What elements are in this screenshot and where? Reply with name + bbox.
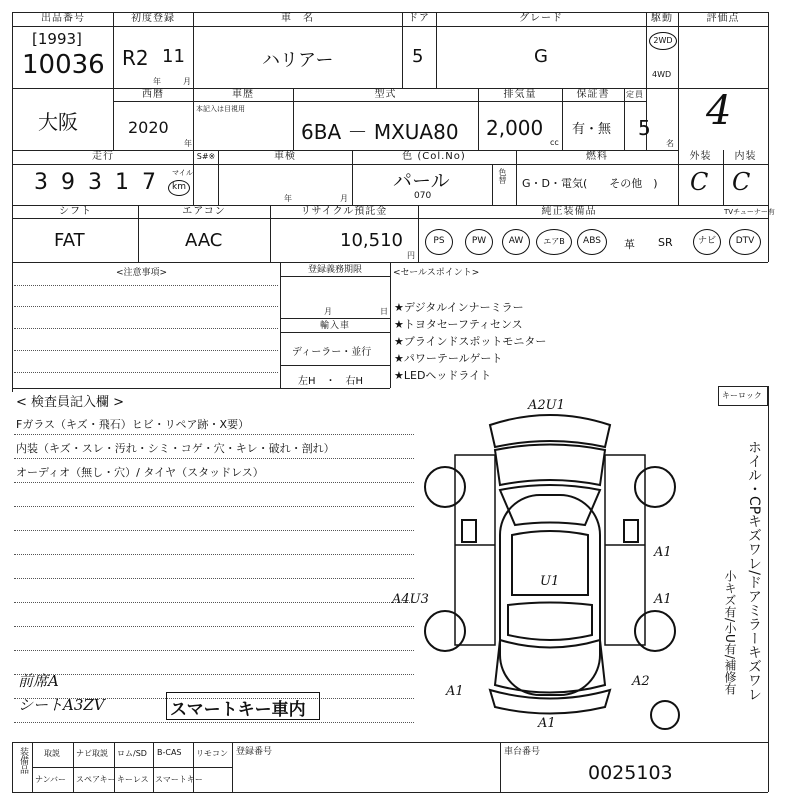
rule [768,12,769,262]
mark-bottom-right: A2 [632,674,650,689]
dotted-line [14,482,414,483]
mark-bottom-left: A1 [446,684,464,699]
mileage: 39317 [34,170,169,195]
history-sub: 本記入は目視用 [196,105,245,113]
option-abs: ABS [577,229,607,255]
first-reg-month: 11 [162,46,185,67]
inspection-title: < 検査員記入欄 > [16,395,125,410]
option-navi: ナビ [693,229,721,255]
dotted-line [14,434,414,435]
rule [768,386,769,742]
accessory-item: スペアキー [76,775,116,784]
key-lock-label: キーロック [722,391,762,400]
dotted-line [14,372,278,373]
fuel-label: 燃料 [586,151,608,162]
reg-deadline-label: 登録義務期限 [307,265,362,275]
region: 大阪 [38,110,78,134]
score-label: 評価点 [706,13,740,24]
accessories-label: 装備品 [18,747,28,774]
inspection-label: 車検 [274,151,296,162]
interior: C [732,168,751,196]
interior-label: 内装 [734,151,757,162]
hand-note: 前席A [18,672,59,690]
capacity-label: 定員 [626,90,644,99]
rule [12,218,768,219]
dotted-line [14,578,414,579]
rule [280,318,390,319]
reg-month: 月 [324,307,332,316]
side-note: 小キズ有/小U有/補修有 [723,570,737,695]
inspection-line: Fガラス（キズ・飛石）ヒビ・リペア跡・X要） [16,418,250,431]
caution-label: <注意事項> [116,268,168,278]
model-code: 6BA － MXUA80 [301,120,459,144]
reg-no-label: 登録番号 [236,747,273,757]
rule [492,164,493,205]
mirror-right [624,520,638,542]
rule [153,742,154,792]
dotted-line [14,554,414,555]
color-label: 色 (Col.No) [402,151,466,162]
type-label: 型式 [374,89,397,100]
mark-top: A2U1 [528,398,565,413]
sales-point: ★デジタルインナーミラー [394,301,524,314]
spare-circle [651,701,679,729]
shift-label: シフト [59,206,92,217]
car-name: ハリアー [262,50,334,71]
sales-point: ★パワーテールゲート [394,352,503,365]
dotted-line [14,626,414,627]
exterior-label: 外装 [689,151,712,162]
year-unit-2: 年 [184,139,192,148]
history-label: 車歴 [232,89,254,100]
front-bumper [490,415,610,447]
rule [113,12,114,150]
dotted-line [14,602,414,603]
dotted-line [14,350,278,351]
doors: 5 [412,46,424,67]
option-sr: SR [658,236,673,249]
dotted-line [14,328,278,329]
score: 4 [706,88,732,134]
rear-glass [508,603,592,641]
left-side [455,455,495,645]
option-airbag: エアB [536,229,572,255]
rule [280,332,390,333]
drive-2wd: 2WD [649,32,677,50]
mirror-left [462,520,476,542]
hand-note: シートA3ZV [18,696,105,714]
mileage-unit-km: km [168,180,190,196]
accessory-item: ロム/SD [117,749,147,758]
color-no: 070 [414,191,432,201]
rear-bumper [490,690,610,714]
year-unit: 年 [153,77,161,86]
car-diagram [400,395,700,735]
dotted-line [14,722,414,723]
accessory-item: ナビ取説 [76,749,108,758]
handle: 左H ・ 右H [298,376,364,387]
s-label: S#※ [196,152,216,161]
displacement: 2,000 [486,116,544,140]
rule [500,742,501,792]
color-change: 色替 [498,168,507,184]
rule [12,12,13,392]
rule [12,742,768,743]
first-reg-label: 初度登録 [131,13,175,24]
displacement-label: 排気量 [503,89,537,100]
rule [12,388,390,389]
right-side [605,455,645,645]
inspection-month: 月 [340,194,348,203]
drive-label: 駆動 [651,13,673,24]
mark-bottom: A1 [538,716,556,731]
mark-right1: A1 [654,545,672,560]
year-label: [1993] [32,30,82,48]
option-ps: PS [425,229,453,255]
dotted-line [14,306,278,307]
ac-label: エアコン [182,206,226,217]
mileage-label: 走行 [92,151,114,162]
accessory-item: キーレス [117,775,149,784]
tv-tuner-label: TVチューナー有 [724,208,775,216]
inspection-year: 年 [284,194,292,203]
mark-center: U1 [540,574,560,589]
rule [678,12,679,150]
rule [12,26,768,27]
sales-point: ★トヨタセーフティセンス [394,318,523,331]
capacity-unit: 名 [666,139,674,148]
accessory-item: リモコン [196,749,228,758]
exterior: C [690,168,709,196]
reg-day: 日 [380,307,388,316]
rule [12,742,13,792]
chassis-label: 車台番号 [504,747,541,757]
rule [32,742,33,792]
color: パール [393,170,450,192]
recycle-label: リサイクル預託金 [300,206,388,217]
yen-unit: 円 [407,251,415,260]
accessory-item: ナンバー [35,775,67,784]
model-year: 2020 [128,118,169,137]
accessory-item: 取説 [44,749,60,758]
capacity: 5 [638,116,651,140]
option-dtv: DTV [729,229,761,255]
mark-right2: A1 [654,592,672,607]
shift: FAT [54,230,85,251]
import-type: ディーラー・並行 [292,347,372,358]
car-name-label: 車 名 [281,13,314,24]
drive-4wd: 4WD [652,70,672,79]
month-unit: 月 [183,77,191,86]
inspection-line: 内装（キズ・スレ・汚れ・シミ・コゲ・穴・キレ・破れ・剖れ） [16,442,335,455]
model-year-label: 西暦 [142,89,164,100]
option-pw: PW [465,229,493,255]
rule [73,742,74,792]
grade: G [534,46,548,67]
sales-point: ★ブラインドスポットモニター [394,335,547,348]
option-leather: 革 [624,238,635,251]
sales-point: ★LEDヘッドライト [394,369,492,382]
rule [12,164,768,165]
wheel-fl [425,467,465,507]
rule [32,767,232,768]
dotted-line [14,530,414,531]
rule [280,365,390,366]
grade-label: グレード [519,13,563,24]
mark-left: A4U3 [392,592,429,607]
rule [12,792,768,793]
cc-unit: cc [550,138,559,147]
warranty: 有・無 [572,122,612,137]
dotted-line [14,674,414,675]
chassis-number: 0025103 [588,762,673,784]
options-label: 純正装備品 [541,206,597,217]
rule [768,742,769,792]
accessory-item: B-CAS [157,748,182,757]
smart-key-note: スマートキー車内 [170,700,306,720]
first-reg-era: R2 [122,46,149,70]
import-label: 輸入車 [319,321,350,331]
dotted-line [14,650,414,651]
ac: AAC [185,230,223,251]
wheel-fr [635,467,675,507]
rule [280,276,390,277]
dotted-line [14,285,278,286]
accessory-item: スマートキー [155,775,203,784]
rule [390,262,391,388]
sales-label: <セールスポイント> [393,268,480,278]
rule [232,742,233,792]
mileage-unit-mile: マイル [172,169,193,177]
rule [193,12,194,150]
dotted-line [14,458,414,459]
dotted-line [14,506,414,507]
inspection-line: オーディオ（無し・穴）/ タイヤ（スタッドレス） [16,466,264,479]
lot-label: 出品番号 [41,13,85,24]
fuel: G・D・電気( その他 ) [522,177,658,190]
door-label: ドア [408,13,430,24]
recycle: 10,510 [340,230,403,251]
option-aw: AW [502,229,530,255]
warranty-label: 保証書 [576,89,610,100]
hood [495,445,605,486]
trunk [495,640,605,693]
side-note: ホイル・CPキズワレ/ドアミラーキズワレ [746,440,762,701]
rule [113,101,646,102]
lot-number: 10036 [22,50,105,80]
